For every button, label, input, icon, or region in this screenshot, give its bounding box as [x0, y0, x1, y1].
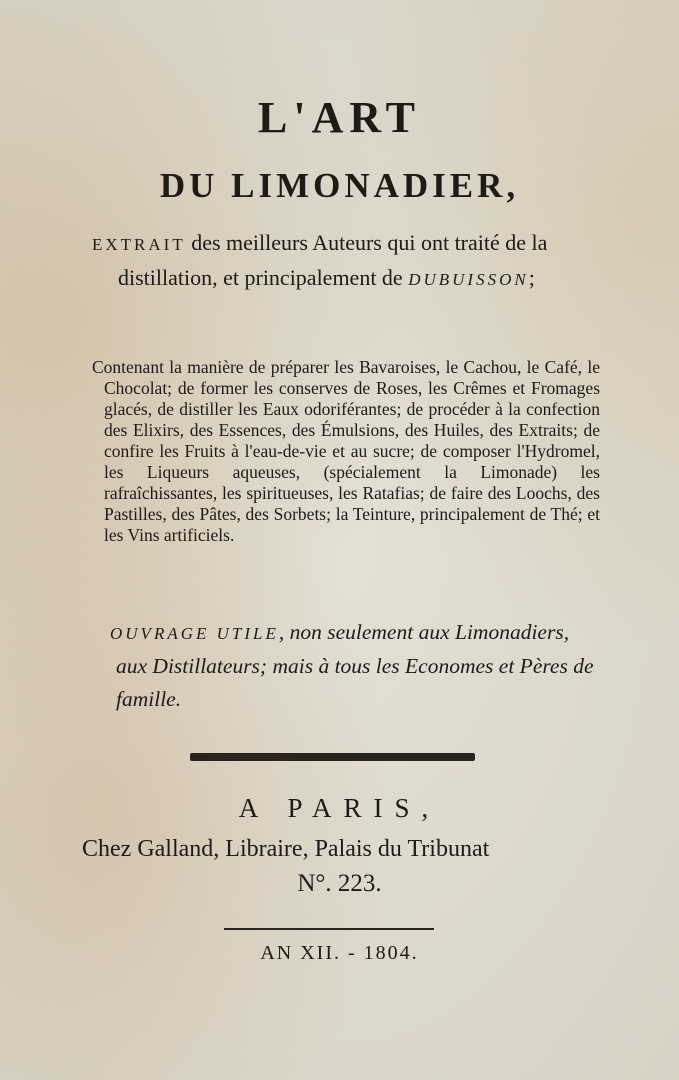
imprint-date: AN XII. - 1804. [260, 942, 419, 964]
imprint-number: N°. 223. [297, 870, 382, 897]
useful-statement [86, 616, 596, 716]
useful-lead: OUVRAGE UTILE [110, 624, 279, 643]
extract-text-2: ; [528, 265, 535, 290]
book-title: L'ART [258, 93, 421, 142]
extract-statement [92, 226, 602, 296]
extract-lead: EXTRAIT [92, 235, 186, 254]
imprint-city: A PARIS, [238, 793, 441, 823]
author-name: DUBUISSON [408, 270, 529, 289]
book-subtitle: DU LIMONADIER, [159, 166, 520, 205]
useful-text: , non seulement aux Limonadiers, aux Distillateurs; mais à tous les Economes et Pères de famille. [116, 620, 594, 711]
imprint-publisher: Chez Galland, Libraire, Palais du Tribunat [82, 836, 490, 862]
ornamental-rule [190, 753, 475, 761]
divider-rule [224, 928, 434, 930]
extract-text-1: des meilleurs Auteurs qui ont traité de la distillation, et principalement de [118, 230, 548, 290]
contents-paragraph: Contenant la manière de préparer les Bavaroises, le Cachou, le Café, le Chocolat; de former les conserves de Roses, les Crêmes et Fromages glacés, de distiller les Eaux odoriférantes; de procéder à la confection des Elixirs, des Essences, des Émulsions, des Huiles, des Extraits; de confire les Fruits à l'eau-de-vie et au sucre; de composer l'Hydromel, les Liqueurs aqueuses, (spécialement la Limonade) les rafraîchissantes, les spiritueuses, les Ratafias; de faire des Loochs, des Pastilles, des Pâtes, des Sorbets; la Teinture, principalement de Thé; et les Vins artificiels. [92, 357, 600, 545]
